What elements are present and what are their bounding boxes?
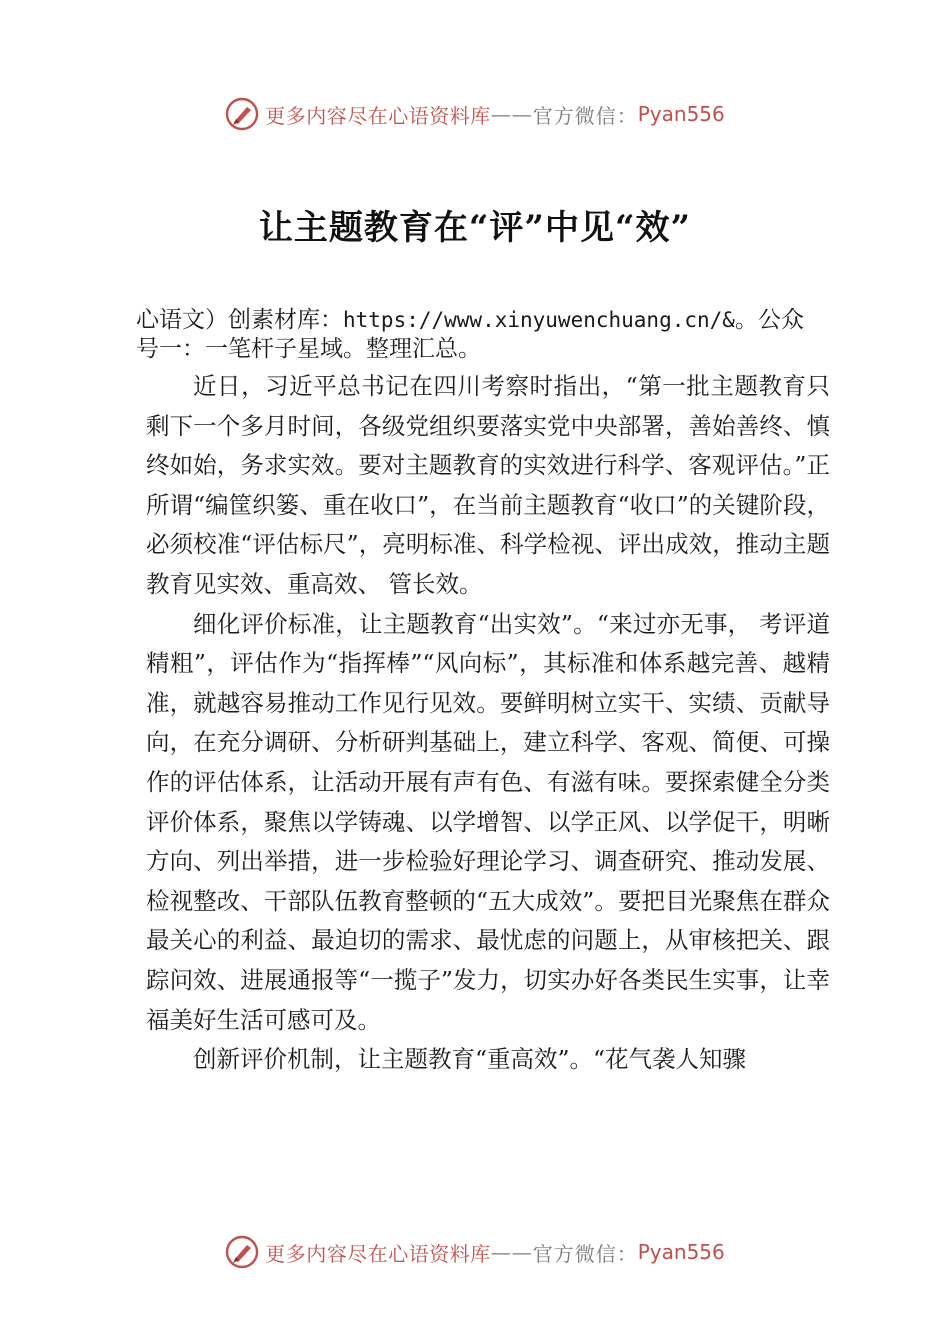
article-body [146, 367, 830, 1080]
header-watermark-banner [0, 94, 950, 134]
banner-wechat-id: Pyan556 [637, 102, 725, 126]
banner-wechat-id: Pyan556 [637, 1240, 725, 1264]
document-title: 让主题教育在“评”中见“效” [258, 208, 692, 248]
paragraph-1: 近日，习近平总书记在四川考察时指出，“第一批主题教育只剩下一个多月时间，各级党组织要落实党中央部署，善始善终、慎终如始，务求实效。要对主题教育的实效进行科学、客观评估。”正所谓“编筐织篓、重在收口”，在当前主题教育“收口”的关键阶段，必须校准“评估标尺”，亮明标准、科学检视、评出成效，推动主题教育见实效、重高效、 管长效。 [146, 372, 830, 598]
quill-seal-logo-icon [225, 1235, 259, 1269]
paragraph-2: 细化评价标准，让主题教育“出实效”。“来过亦无事， 考评道精粗”，评估作为“指挥棒”“风向标”，其标准和体系越完善、越精准，就越容易推动工作见行见效。要鲜明树立实干、实绩、贡献导向，在充分调研、分析研判基础上，建立科学、客观、简便、可操作的评估体系，让活动开展有声有色、有滋有味。要探索健全分类评价体系，聚焦以学铸魂、以学增智、以学正风、以学促干，明晰方向、列出举措，进一步检验好理论学习、调查研究、推动发展、检视整改、干部队伍教育整顿的“五大成效”。要把目光聚焦在群众最关心的利益、最迫切的需求、最忧虑的问题上，从审核把关、跟踪问效、进展通报等“一揽子”发力，切实办好各类民生实事，让幸福美好生活可感可及。 [146, 609, 830, 1034]
banner-brand-text: 更多内容尽在心语资料库 [265, 1241, 491, 1266]
paragraph-3: 创新评价机制，让主题教育“重高效”。“花气袭人知骤 [193, 1045, 747, 1074]
footer-watermark-banner [0, 1232, 950, 1272]
banner-brand-text: 更多内容尽在心语资料库 [265, 103, 491, 128]
banner-wechat-label: 官方微信： [532, 103, 638, 128]
source-tail: 。公众号一：一笔杆子星域。整理汇总。 [136, 307, 804, 362]
source-lead: 心语文）创素材库： [136, 307, 343, 333]
banner-dash: —— [490, 102, 533, 126]
banner-wechat-label: 官方微信： [532, 1241, 638, 1266]
source-url: https://www.xinyuwenchuang.cn/& [343, 308, 735, 332]
banner-dash: —— [490, 1240, 533, 1264]
quill-seal-logo-icon [225, 97, 259, 131]
source-note [136, 306, 826, 364]
